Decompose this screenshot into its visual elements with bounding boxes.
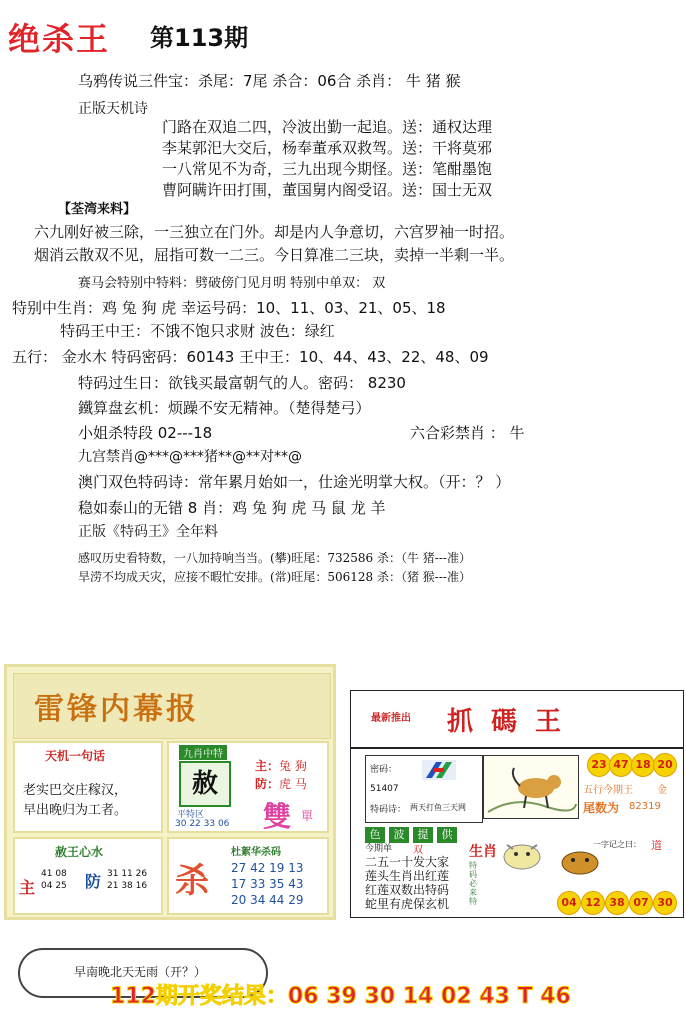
number-ball: 20 (653, 753, 677, 777)
kill-code-title: 杜絮华杀码 (231, 847, 281, 858)
issue-number: 第113期 (150, 24, 249, 52)
guard-value: 虎 马 (279, 777, 307, 791)
single-char: 單 (301, 809, 314, 823)
poem-line: 门路在双追二四，冷波出勤一起追。送：通权达理 (162, 118, 493, 136)
number-ball: 04 (557, 891, 581, 915)
miss-kill-line: 小姐杀特段 02---18 (78, 424, 213, 442)
poem-heading: 正版天机诗 (78, 101, 148, 117)
double-char: 雙 (263, 800, 292, 833)
nine-zodiac-title: 九肖中特 (179, 745, 227, 760)
poem-block (162, 117, 492, 201)
guard-label: 防： (255, 777, 280, 791)
number-ball: 07 (629, 891, 653, 915)
zodiac-label: 生肖 (469, 844, 497, 860)
tail-value: 82319 (629, 801, 661, 812)
one-sentence-box (13, 741, 163, 833)
section-heading: 【荃湾来料】 (58, 202, 137, 217)
new-release-tag: 最新推出 (371, 713, 411, 724)
seal-row (365, 823, 457, 843)
number-pair: 41 08 (41, 869, 67, 879)
history-line: 感叹历史看特数，一八加持响当当。(攀)旺尾：732586 杀：（牛 猪---准） (78, 551, 471, 565)
number-ball: 23 (587, 753, 611, 777)
birthday-line: 特码过生日：欲钱买最富朝气的人。密码： 8230 (78, 374, 406, 392)
tiger-picture-icon (483, 755, 579, 819)
pardon-king-box (13, 837, 163, 915)
one-sentence-title: 天机一句话 (45, 749, 106, 763)
horse-club-line: 赛马会特别中特料：劈破傍门见月明 特别中单双： 双 (78, 276, 386, 291)
draw-result: 112期开奖结果：06 39 30 14 02 43 T 46 (110, 984, 571, 1009)
leifeng-card-header (13, 673, 331, 739)
five-element-panel (583, 779, 679, 825)
kill-code-box (167, 837, 329, 915)
poem-value: 两天打鱼三天网 (410, 803, 466, 812)
banned-zodiac-line: 六合彩禁肖 ： 牛 (410, 424, 525, 442)
seal-char: 波 (389, 827, 409, 843)
balls-bottom (351, 891, 685, 917)
flat-special-numbers: 30 22 33 06 (175, 819, 230, 829)
poem-label: 特码诗： (370, 805, 407, 815)
five-element-label: 五行今期王 (583, 785, 633, 796)
number-ball: 47 (609, 753, 633, 777)
number-triple: 31 11 26 (107, 869, 148, 879)
one-sentence-line: 早出晚归为工者。 (23, 803, 128, 818)
one-sentence-line: 老实巴交庄稼汉， (23, 783, 128, 798)
seal-char: 色 (365, 827, 385, 843)
single-issue-value: 双 (413, 845, 423, 856)
drought-line: 旱涝不均成天灾，应接不暇忙安排。(常)旺尾：506128 杀：（猪 猴---准） (78, 570, 471, 584)
code-panel (365, 755, 483, 823)
code-value: 51407 (370, 784, 399, 794)
single-issue-label: 今期单 (365, 844, 393, 854)
zodiac-sub-label: 特码必来特 (469, 861, 477, 906)
special-zodiac-line: 特别中生肖：鸡 兔 狗 虎 幸运号码：10、11、03、21、05、18 (12, 299, 446, 317)
quatrain-line: 烟消云散双不见，屈指可数一二三。今日算准二三块，卖掉一半剩一半。 (34, 246, 515, 264)
one-word-label: 一字记之曰： (593, 840, 641, 849)
cloud-text: 早南晚北天无雨（开？） (74, 965, 207, 979)
nine-palace-line: 九宫禁肖@***@***猪**@**对**@ (78, 449, 302, 465)
verse-line: 红莲双数出特码 (365, 883, 450, 897)
leifeng-card-title: 雷锋内幕报 (34, 692, 199, 727)
number-ball: 18 (631, 753, 655, 777)
macau-poem-line: 澳门双色特码诗：常年累月始如一，仕途光明掌大权。（开：？ ） (78, 473, 511, 491)
guard-char: 防 (85, 872, 102, 891)
pardon-king-title: 赦王心水 (55, 845, 104, 859)
seal-char: 提 (413, 827, 433, 843)
eight-zodiac-line: 稳如泰山的无错 8 肖：鸡 兔 狗 虎 马 鼠 龙 羊 (78, 499, 386, 517)
poem-line: 一八常见不为奇，三九出现今期怪。送：笔酣墨饱 (162, 160, 493, 178)
leifeng-card (4, 664, 336, 920)
triple-treasure-line: 乌鸦传说三件宝：杀尾：7尾 杀合：06合 杀肖： 牛 猪 猴 (78, 72, 461, 90)
number-ball: 38 (605, 891, 629, 915)
kill-code-row: 20 34 44 29 (231, 893, 304, 907)
pardon-char: 赦 (179, 761, 231, 807)
kill-char: 杀 (175, 861, 209, 901)
brand-title: 绝杀王 (8, 20, 111, 58)
one-word-value: 道 (651, 839, 662, 852)
logo-icon (422, 760, 456, 780)
verse-line: 二五一十发大家 (365, 855, 450, 869)
abacus-line: 鐵算盘玄机：烦躁不安无精神。（楚得楚弓） (78, 399, 371, 417)
tail-label: 尾数为 (583, 801, 620, 815)
seal-char: 供 (437, 827, 457, 843)
nine-zodiac-box (167, 741, 329, 833)
code-label: 密码： (370, 765, 398, 775)
main-value: 兔 狗 (279, 759, 307, 773)
poem-line: 曹阿瞒许田打围，董国舅内阁受诏。送：国士无双 (162, 181, 493, 199)
number-ball: 30 (653, 891, 677, 915)
flat-special-label: 平特区 (177, 810, 205, 820)
kill-code-row: 27 42 19 13 (231, 861, 304, 875)
five-elements-line: 五行： 金水木 特码密码：60143 王中王：10、44、43、22、48、09 (12, 348, 489, 366)
five-element-value: 金 (657, 785, 667, 796)
annual-material-line: 正版《特码王》全年料 (78, 524, 218, 540)
verse-line: 蛇里有虎保玄机 (365, 897, 450, 911)
catch-code-title: 抓碼王 (447, 707, 580, 737)
creature-left-icon (497, 835, 547, 873)
poem-line: 李某郭汜大交后，杨奉董承双救驾。送：干将莫邪 (162, 139, 493, 157)
code-king-line: 特码王中王：不饿不饱只求财 波色：绿红 (60, 322, 335, 340)
number-ball: 12 (581, 891, 605, 915)
catch-code-card (350, 690, 684, 918)
number-pair: 04 25 (41, 881, 67, 891)
quatrain-line: 六九刚好被三除，一三独立在门外。却是内人争意切，六宫罗袖一时招。 (34, 223, 515, 241)
verse-line: 莲头生肖出红莲 (365, 869, 450, 883)
kill-code-row: 17 33 35 43 (231, 877, 304, 891)
catch-code-header (351, 691, 683, 749)
main-label: 主： (255, 759, 280, 773)
number-triple: 21 38 16 (107, 881, 148, 891)
main-char: 主 (19, 878, 36, 897)
